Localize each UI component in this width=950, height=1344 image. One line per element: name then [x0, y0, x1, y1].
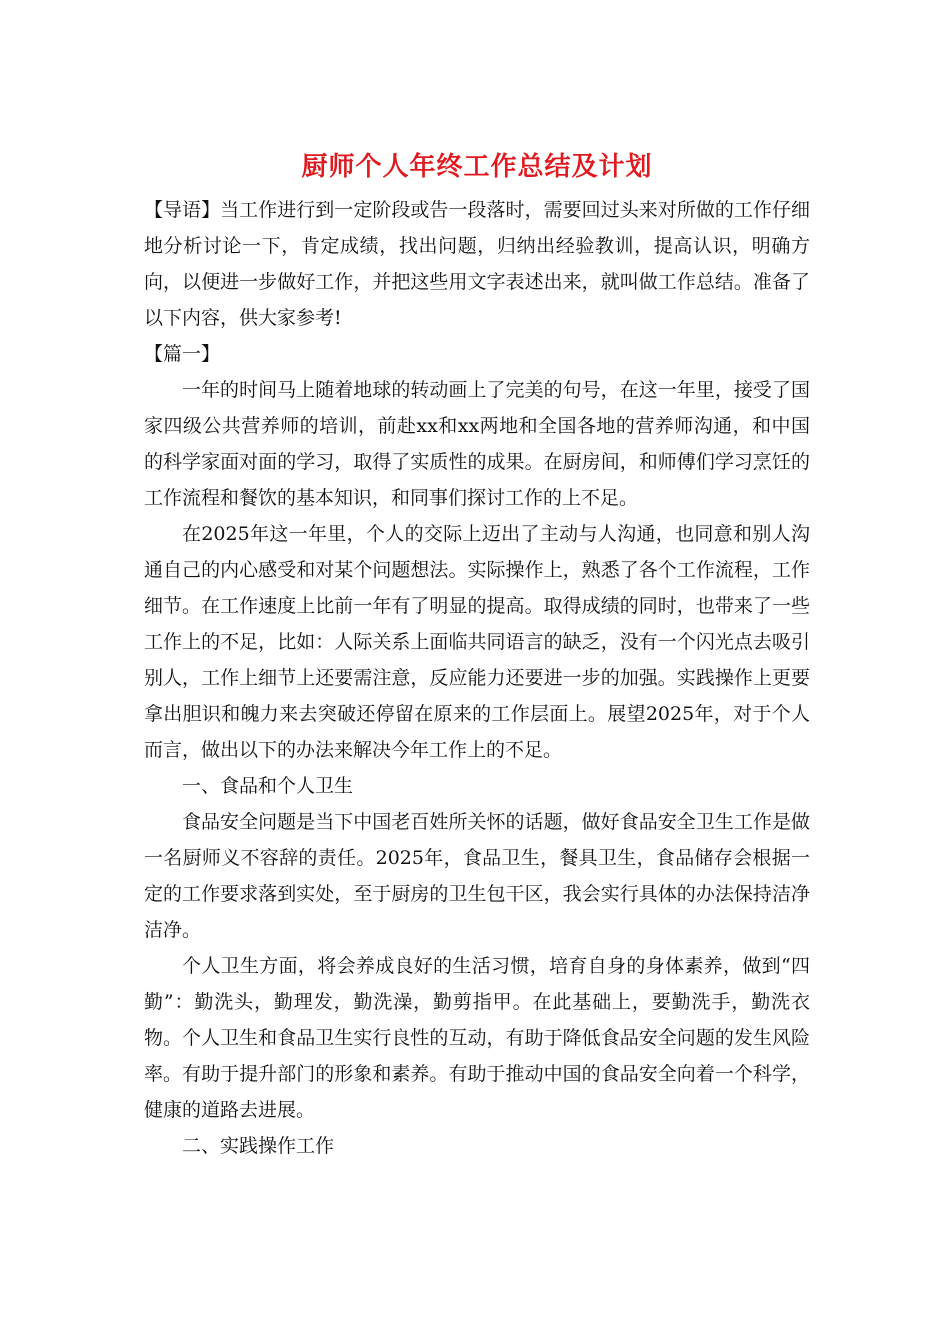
section-heading: 二、实践操作工作: [182, 1135, 335, 1157]
document-title: 厨师个人年终工作总结及计划: [301, 152, 653, 182]
body-paragraph: 食品安全问题是当下中国老百姓所关怀的话题，做好食品安全卫生工作是做一名厨师义不容辞的责任。2025年，食品卫生，餐具卫生，食品储存会根据一定的工作要求落到实处，至于厨房的卫生包干区，我会实行具体的办法保持洁净洁净。: [144, 811, 810, 941]
intro-paragraph: 【导语】当工作进行到一定阶段或告一段落时，需要回过头来对所做的工作仔细地分析讨论一下，肯定成绩，找出问题，归纳出经验教训，提高认识，明确方向，以便进一步做好工作，并把这些用文字表述出来，就叫做工作总结。准备了以下内容，供大家参考!: [144, 199, 810, 329]
document-body: [144, 192, 810, 1164]
section-heading: 一、食品和个人卫生: [182, 775, 354, 797]
body-paragraph: 一年的时间马上随着地球的转动画上了完美的句号，在这一年里，接受了国家四级公共营养师的培训，前赴xx和xx两地和全国各地的营养师沟通，和中国的科学家面对面的学习，取得了实质性的成果。在厨房间，和师傅们学习烹饪的工作流程和餐饮的基本知识，和同事们探讨工作的上不足。: [144, 379, 810, 509]
body-paragraph: 个人卫生方面，将会养成良好的生活习惯，培育自身的身体素养，做到“四勤”：勤洗头，勤理发，勤洗澡，勤剪指甲。在此基础上，要勤洗手，勤洗衣物。个人卫生和食品卫生实行良性的互动，有助于降低食品安全问题的发生风险率。有助于提升部门的形象和素养。有助于推动中国的食品安全向着一个科学，健康的道路去进展。: [144, 955, 810, 1121]
body-paragraph: 在2025年这一年里，个人的交际上迈出了主动与人沟通，也同意和别人沟通自己的内心感受和对某个问题想法。实际操作上，熟悉了各个工作流程，工作细节。在工作速度上比前一年有了明显的提高。取得成绩的同时，也带来了一些工作上的不足，比如：人际关系上面临共同语言的缺乏，没有一个闪光点去吸引别人，工作上细节上还要需注意，反应能力还要进一步的加强。实践操作上更要拿出胆识和魄力来去突破还停留在原来的工作层面上。展望2025年，对于个人而言，做出以下的办法来解决今年工作上的不足。: [144, 523, 810, 761]
section-marker: 【篇一】: [144, 343, 221, 365]
